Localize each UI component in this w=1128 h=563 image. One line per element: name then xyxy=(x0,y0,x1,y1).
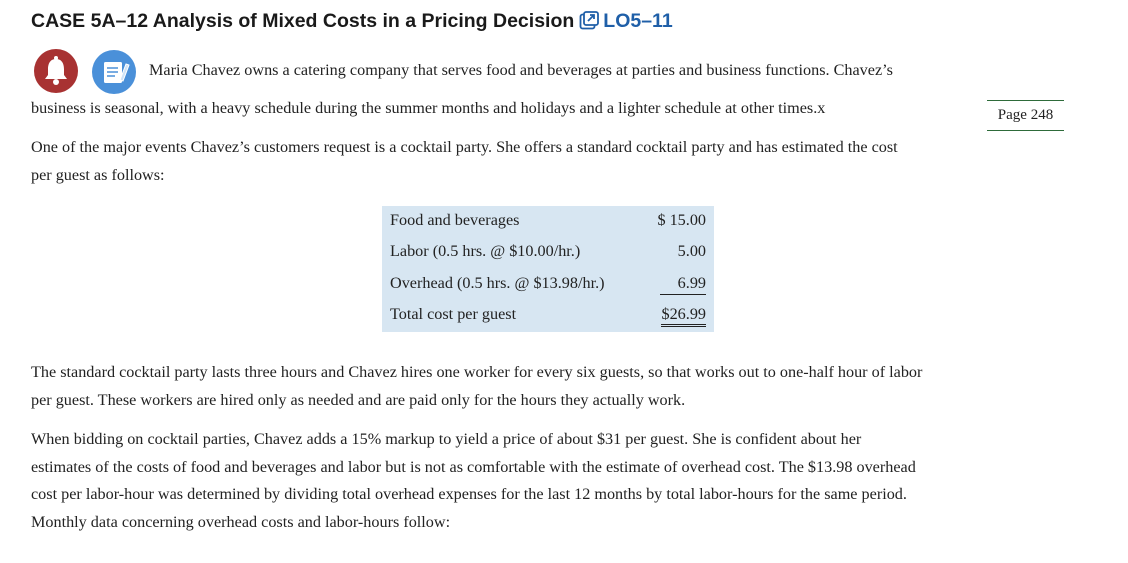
row-label: Labor (0.5 hrs. @ $10.00/hr.) xyxy=(390,242,581,260)
page-reference: Page 248 xyxy=(987,100,1064,131)
paragraph-3-line-2: per guest. These workers are hired only as needed and are paid only for the hours they actually work. xyxy=(31,391,686,409)
paragraph-1-line-2: business is seasonal, with a heavy schedule during the summer months and holidays and a lighter schedule at other times.x xyxy=(31,99,826,117)
paragraph-1-line-1: Maria Chavez owns a catering company that serves food and beverages at parties and business functions. Chavez’s xyxy=(149,61,893,79)
row-label: Total cost per guest xyxy=(390,305,517,323)
row-value: 5.00 xyxy=(677,242,706,260)
row-value: $ 15.00 xyxy=(657,211,706,229)
table-row-total xyxy=(382,305,714,327)
paragraph-3-line-1: The standard cocktail party lasts three hours and Chavez hires one worker for every six guests, so that works out to one-half hour of labor xyxy=(31,363,923,381)
paragraph-2-line-1: One of the major events Chavez’s customers request is a cocktail party. She offers a standard cocktail party and has estimated the cost xyxy=(31,138,898,156)
table-row xyxy=(382,211,714,233)
table-row xyxy=(382,274,714,296)
row-value: 6.99 xyxy=(660,274,706,295)
bell-icon xyxy=(34,49,78,93)
external-link-icon[interactable] xyxy=(579,11,599,31)
paragraph-2-line-2: per guest as follows: xyxy=(31,166,165,184)
paragraph-4-line-2: estimates of the costs of food and beverages and labor but is not as comfortable with the estimate of overhead cost. The $13.98 overhead xyxy=(31,458,916,476)
paragraph-4-line-4: Monthly data concerning overhead costs and labor-hours follow: xyxy=(31,513,451,531)
paragraph-4-line-1: When bidding on cocktail parties, Chavez adds a 15% markup to yield a price of about $31 per guest. She is confident about her xyxy=(31,430,862,448)
case-title-text: CASE 5A–12 Analysis of Mixed Costs in a Pricing Decision xyxy=(31,9,575,32)
cost-per-guest-table xyxy=(382,206,714,332)
note-icon xyxy=(92,50,136,94)
table-row xyxy=(382,242,714,264)
learning-objective-link[interactable]: LO5–11 xyxy=(603,9,673,32)
case-title xyxy=(31,8,673,34)
row-label: Food and beverages xyxy=(390,211,520,229)
paragraph-4-line-3: cost per labor-hour was determined by dividing total overhead expenses for the last 12 months by total labor-hours for the same period. xyxy=(31,485,907,503)
row-label: Overhead (0.5 hrs. @ $13.98/hr.) xyxy=(390,274,605,292)
row-value: $26.99 xyxy=(661,305,706,327)
